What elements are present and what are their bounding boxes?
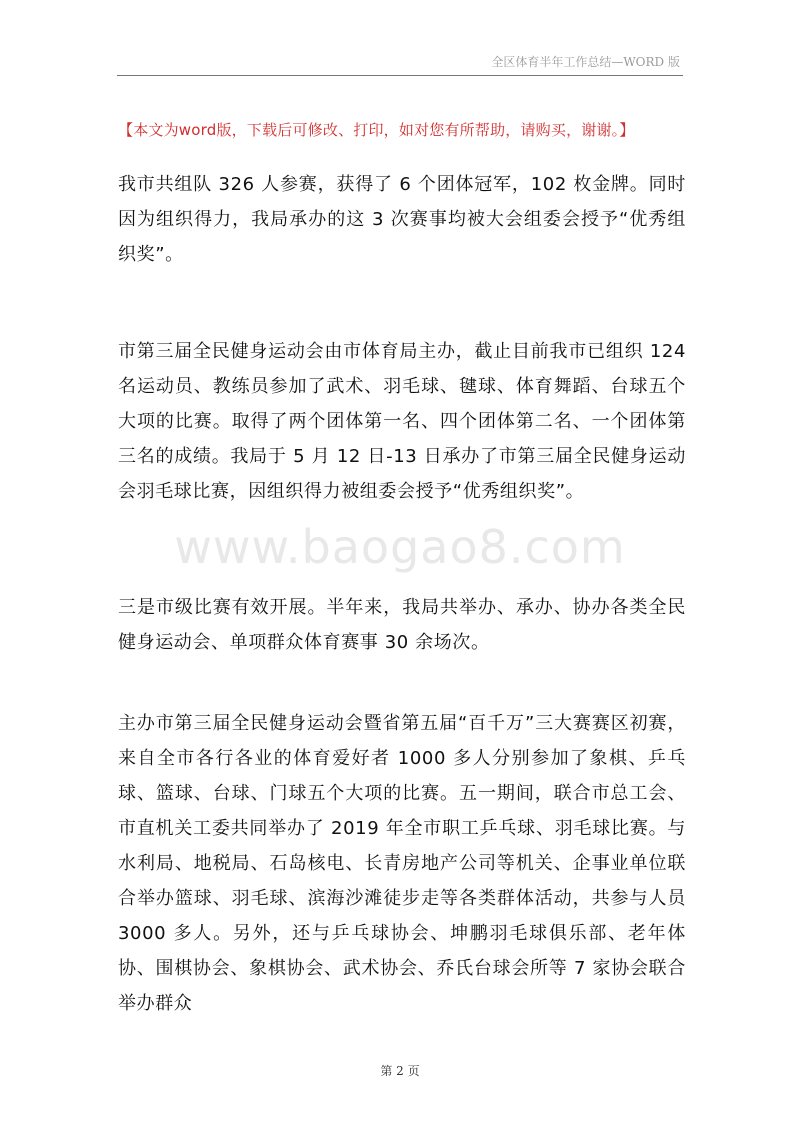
paragraph	[118, 590, 686, 660]
paragraph-text: 我市共组队 326 人参赛，获得了 6 个团体冠军，102 枚金牌。同时因为组织得力，我局承办的这 3 次赛事均被大会组委会授予“优秀组织奖”。	[118, 174, 686, 265]
document-title: 全区体育半年工作总结—WORD 版	[491, 55, 680, 69]
paragraph	[118, 167, 686, 272]
watermark: www.baogao8.com	[174, 520, 626, 574]
page-number: 第 2 页	[380, 1064, 420, 1078]
header-divider	[117, 75, 683, 76]
paragraph	[118, 334, 686, 509]
paragraph	[118, 706, 686, 1021]
download-notice: 【本文为word版，下载后可修改、打印，如对您有所帮助，请购买，谢谢。】	[118, 121, 635, 139]
page-header	[0, 40, 800, 76]
paragraph-text: 三是市级比赛有效开展。半年来，我局共举办、承办、协办各类全民健身运动会、单项群众体育赛事 30 余场次。	[118, 597, 686, 653]
paragraph-text: 市第三届全民健身运动会由市体育局主办，截止目前我市已组织 124 名运动员、教练员参加了武术、羽毛球、毽球、体育舞蹈、台球五个大项的比赛。取得了两个团体第一名、四个团体第二名、一个团体第三名的成绩。我局于 5 月 12 日-13 日承办了市第三届全民健身运动会羽毛球比赛，因组织得力被组委会授予“优秀组织奖”。	[118, 341, 686, 502]
paragraph-text: 主办市第三届全民健身运动会暨省第五届“百千万”三大赛赛区初赛，来自全市各行各业的体育爱好者 1000 多人分别参加了象棋、乒乓球、篮球、台球、门球五个大项的比赛。五一期间，联合市总工会、市直机关工委共同举办了 2019 年全市职工乒乓球、羽毛球比赛。与水利局、地税局、石岛核电、长青房地产公司等机关、企事业单位联合举办篮球、羽毛球、滨海沙滩徒步走等各类群体活动，共参与人员 3000 多人。另外，还与乒乓球协会、坤鹏羽毛球俱乐部、老年体协、围棋协会、象棋协会、武术协会、乔氏台球会所等 7 家协会联合举办群众	[118, 713, 686, 1014]
